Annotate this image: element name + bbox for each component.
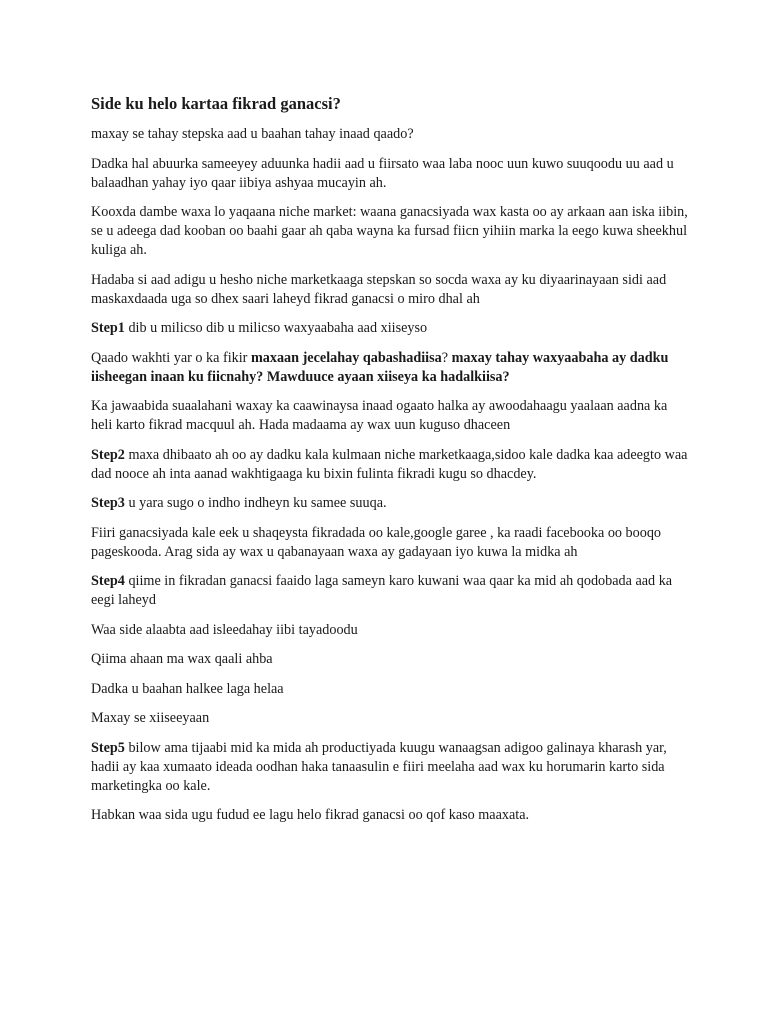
step3-label: Step3 <box>91 495 125 511</box>
step4-label: Step4 <box>91 573 125 589</box>
reflect-text-c: ? <box>441 349 452 366</box>
paragraph-niche-market: Kooxda dambe waxa lo yaqaana niche market: waana ganacsiyada wax kasta oo ay arkaan aan iska iibin, se u adeega dad kooban oo baahi gaar ah qaba wayna ka fursad fiicn yihiin marka la eego kuwa sheekhul kuliga ah. <box>91 204 688 258</box>
step2-label: Step2 <box>91 446 125 463</box>
step4-text: qiime in fikradan ganacsi faaido laga sameyn karo kuwani waa qaar ka mid ah qodobada aad ka eegi laheyd <box>91 573 673 608</box>
paragraph-research: Fiiri ganacsiyada kale eek u shaqeysta fikradada oo kale,google garee , ka raadi facebooka oo booqo pageskooda. Arag sida ay wax u qabanayaan waxa ay gadayaan iyo kuwa la midka ah <box>91 524 662 560</box>
paragraph-steps-intro: Hadaba si aad adigu u hesho niche marketkaaga stepskan so socda waxa ay ku diyaarinayaan sidi aad maskaxdaada uga so dhex saari laheyd fikrad ganacsi o miro dhal ah <box>91 271 667 307</box>
document-title: Side ku helo kartaa fikrad ganacsi? <box>91 94 341 113</box>
paragraph-conclusion: Habkan waa sida ugu fudud ee lagu helo fikrad ganacsi oo qof kaso maaxata. <box>91 807 530 823</box>
paragraph-reflect <box>91 349 691 387</box>
paragraph-step4 <box>91 572 691 610</box>
paragraph-step3 <box>91 494 691 513</box>
list-item-quality: Waa side alaabta aad isleedahay iibi tayadoodu <box>91 621 358 638</box>
step1-text: dib u milicso dib u milicso waxyaabaha aad xiiseyso <box>124 320 428 336</box>
step2-text: maxa dhibaato ah oo ay dadku kala kulmaan niche marketkaaga,sidoo kale dadka kaa adeegto waa dad nooce ah inta aanad wakhtigaaga ku bixin fulinta fikradi kugu so dhacdey. <box>91 446 688 482</box>
document-page <box>91 93 691 836</box>
list-item-price: Qiima ahaan ma wax qaali ahba <box>91 651 273 667</box>
list-item-customers: Dadka u baahan halkee laga helaa <box>91 680 284 697</box>
paragraph-step5 <box>91 739 691 796</box>
step3-text: u yara sugo o indho indheyn ku samee suuqa. <box>124 495 387 511</box>
paragraph-question: maxay se tahay stepska aad u baahan tahay inaad qaado? <box>91 126 414 142</box>
paragraph-answers: Ka jawaabida suaalahani waxay ka caawinaysa inaad ogaato halka ay awoodahaagu yaalaan aadna ka heli karto fikrad macquul ah. Hada madaama ay wax uun kuguso dhaceen <box>91 398 668 433</box>
reflect-text-a: Qaado wakhti yar o ka fikir <box>91 349 251 366</box>
paragraph-step2 <box>91 446 691 484</box>
paragraph-intro: Dadka hal abuurka sameeyey aduunka hadii aad u fiirsato waa laba nooc uun kuwo suuqoodu uu aad u balaadhan yahay iyo qaar iibiya ashyaa mucayin ah. <box>91 155 674 191</box>
step5-label: Step5 <box>91 739 125 756</box>
paragraph-step1 <box>91 319 691 338</box>
reflect-text-b: maxaan jecelahay qabashadiisa <box>250 349 442 366</box>
step5-text: bilow ama tijaabi mid ka mida ah productiyada kuugu wanaagsan adigoo galinaya kharash yar, hadii ay kaa xumaato ideada oodhan haka tanaasulin e fiiri meelaha aad wax ku horumarin karto sida marketingka oo kale. <box>91 739 667 794</box>
step1-label: Step1 <box>91 320 125 336</box>
list-item-interests: Maxay se xiiseeyaan <box>91 710 210 726</box>
reflect-text-d: maxay tahay waxyaabaha ay dadku iisheegan inaan ku fiicnahy? Mawduuce ayaan xiiseya ka hadalkiisa? <box>91 349 669 385</box>
